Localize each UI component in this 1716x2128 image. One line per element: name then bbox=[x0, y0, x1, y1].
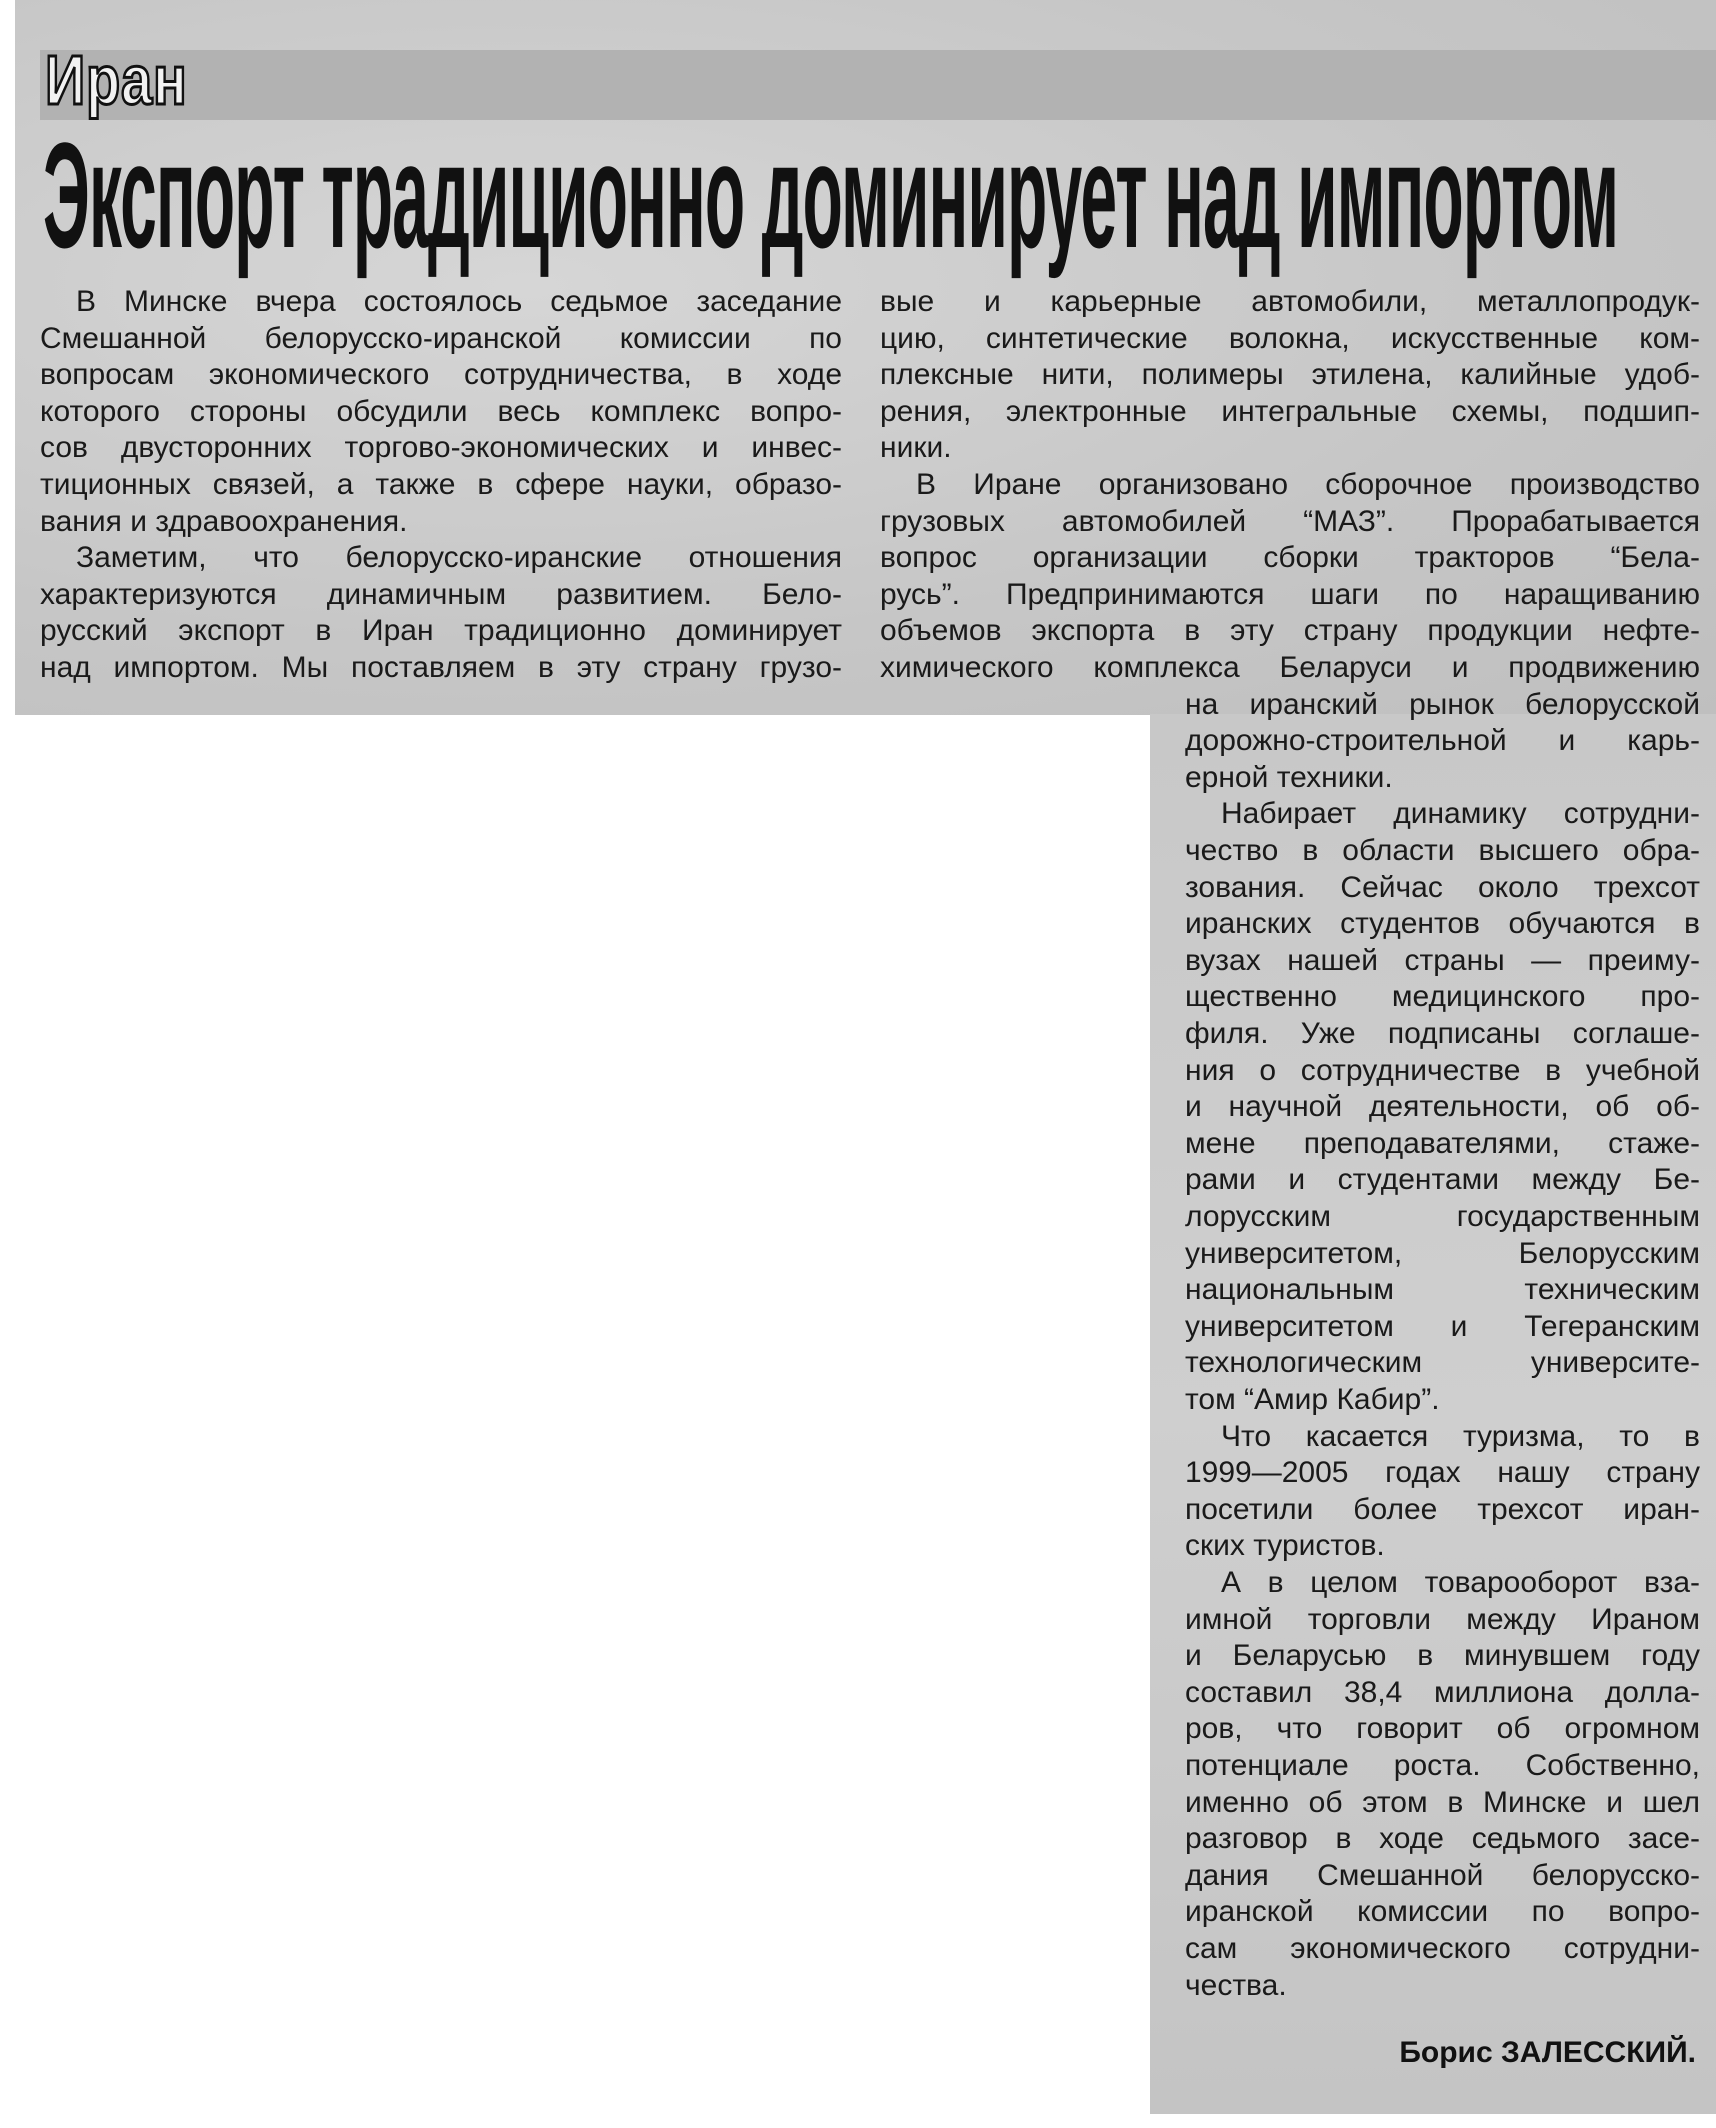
text-line: иранских студентов обучаются в bbox=[1185, 907, 1700, 941]
text-line: лорусским государственным bbox=[1185, 1200, 1700, 1233]
article-headline: Экспорт традиционно доминирует над импортом bbox=[43, 111, 1619, 279]
text-line: А в целом товарооборот вза- bbox=[1221, 1566, 1700, 1599]
text-line: университетом и Тегеранским bbox=[1185, 1309, 1700, 1343]
text-line: ских туристов. bbox=[1185, 1529, 1385, 1563]
text-line: чество в области высшего обра- bbox=[1185, 834, 1700, 867]
text-line: вые и карьерные автомобили, металлопродук- bbox=[880, 285, 1700, 318]
text-line: филя. Уже подписаны соглаше- bbox=[1185, 1017, 1700, 1050]
author-signature: Борис ЗАЛЕССКИЙ. bbox=[1399, 2036, 1696, 2069]
text-line: мене преподавателями, стаже- bbox=[1185, 1126, 1700, 1160]
text-line: зования. Сейчас около трехсот bbox=[1185, 870, 1700, 904]
text-line: рения, электронные интегральные схемы, подшип- bbox=[880, 394, 1700, 428]
text-line: посетили более трехсот иран- bbox=[1185, 1492, 1700, 1526]
text-line: плексные нити, полимеры этилена, калийные удоб- bbox=[880, 358, 1700, 392]
text-line: русский экспорт в Иран традиционно доминирует bbox=[40, 614, 842, 648]
text-line: Заметим, что белорусско-иранские отношения bbox=[76, 541, 842, 575]
text-line: грузовых автомобилей “МАЗ”. Прорабатывается bbox=[880, 504, 1700, 538]
text-line: технологическим университе- bbox=[1185, 1346, 1700, 1380]
text-line: тиционных связей, а также в сфере науки, образо- bbox=[40, 468, 842, 501]
text-line: дания Смешанной белорусско- bbox=[1185, 1858, 1700, 1892]
text-line: Смешанной белорусско-иранской комиссии по bbox=[40, 321, 842, 355]
text-line: разговор в ходе седьмого засе- bbox=[1185, 1822, 1700, 1856]
text-line: В Минске вчера состоялось седьмое заседание bbox=[76, 285, 842, 318]
text-line: университетом, Белорусским bbox=[1185, 1236, 1700, 1270]
text-line: том “Амир Кабир”. bbox=[1185, 1383, 1440, 1416]
rubric-label: Иран bbox=[45, 41, 188, 119]
text-line: ния о сотрудничестве в учебной bbox=[1185, 1053, 1700, 1087]
text-line: ерной техники. bbox=[1185, 760, 1393, 794]
text-line: на иранский рынок белорусской bbox=[1185, 687, 1700, 721]
text-line: вузах нашей страны — преиму- bbox=[1185, 943, 1700, 977]
text-line: Что касается туризма, то в bbox=[1221, 1419, 1700, 1453]
text-line: над импортом. Мы поставляем в эту страну грузо- bbox=[40, 651, 842, 684]
text-line: вания и здравоохранения. bbox=[40, 504, 408, 538]
text-line: ров, что говорит об огромном bbox=[1185, 1712, 1700, 1746]
text-line: и научной деятельности, об об- bbox=[1185, 1090, 1700, 1124]
text-line: и Беларусью в минувшем году bbox=[1185, 1639, 1700, 1673]
text-line: щественно медицинского про- bbox=[1185, 980, 1700, 1014]
text-line: В Иране организовано сборочное производство bbox=[916, 468, 1700, 501]
text-line: чества. bbox=[1185, 1968, 1287, 2002]
text-line: сам экономического сотрудни- bbox=[1185, 1932, 1700, 1965]
text-line: характеризуются динамичным развитием. Бело- bbox=[40, 577, 842, 611]
text-line: потенциале роста. Собственно, bbox=[1185, 1749, 1700, 1782]
text-line: химического комплекса Беларуси и продвижению bbox=[880, 651, 1700, 684]
text-line: Набирает динамику сотрудни- bbox=[1221, 797, 1700, 831]
text-line: именно об этом в Минске и шел bbox=[1185, 1785, 1700, 1819]
text-line: 1999—2005 годах нашу страну bbox=[1185, 1456, 1700, 1490]
text-line: составил 38,4 миллиона долла- bbox=[1185, 1675, 1700, 1709]
text-line: которого стороны обсудили весь комплекс вопро- bbox=[40, 394, 842, 428]
text-line: вопрос организации сборки тракторов “Бела- bbox=[880, 541, 1700, 575]
text-line: цию, синтетические волокна, искусственные ком- bbox=[880, 321, 1700, 355]
text-line: дорожно-строительной и карь- bbox=[1185, 724, 1700, 758]
text-line: объемов экспорта в эту страну продукции нефте- bbox=[880, 614, 1700, 648]
text-line: вопросам экономического сотрудничества, в ходе bbox=[40, 358, 842, 392]
text-line: имной торговли между Ираном bbox=[1185, 1602, 1700, 1636]
text-line: иранской комиссии по вопро- bbox=[1185, 1895, 1700, 1929]
text-line: сов двусторонних торгово-экономических и инвес- bbox=[40, 431, 842, 465]
text-line: русь”. Предпринимаются шаги по наращиванию bbox=[880, 577, 1700, 611]
text-line: рами и студентами между Бе- bbox=[1185, 1163, 1700, 1197]
text-line: ники. bbox=[880, 431, 952, 465]
text-line: национальным техническим bbox=[1185, 1273, 1700, 1307]
